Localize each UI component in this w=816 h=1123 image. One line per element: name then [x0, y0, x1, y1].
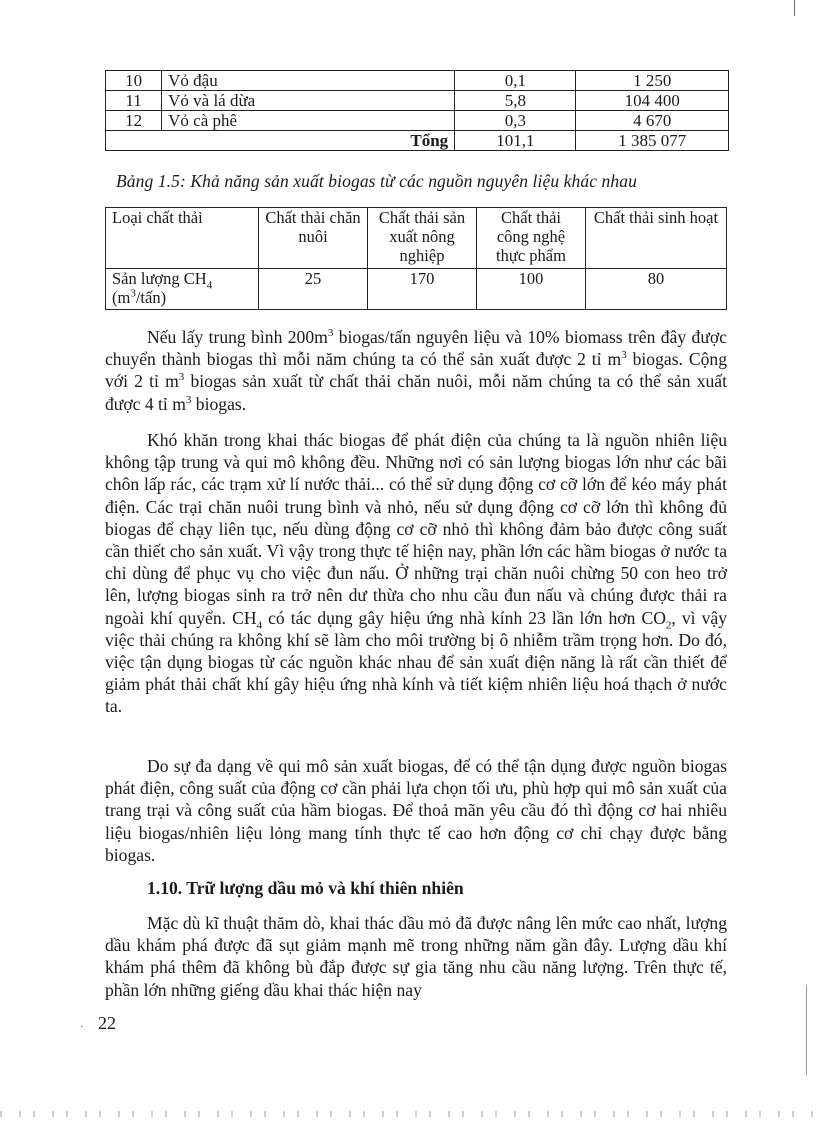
row-label-unit-open: (m	[112, 288, 131, 307]
row-number: 11	[106, 91, 162, 111]
text-span: biogas.	[191, 393, 247, 414]
table-header-row	[106, 208, 727, 269]
superscript: 3	[327, 327, 334, 340]
superscript: 3	[185, 393, 192, 406]
paragraph-oil-reserves: Mặc dù kĩ thuật thăm dò, khai thác dầu mỏ đã được nâng lên mức cao nhất, lượng dầu khám phá được đã sụt giảm mạnh mẽ trong những năm gần đây. Lượng dầu khí khám phá thêm đã không bù đắp được sự gia tăng nhu cầu năng lượng. Trên thực tế, phần lớn những giếng dầu khai thác hiện nay	[105, 913, 727, 1000]
row-value-1: 5,8	[455, 91, 576, 111]
row-value-2: 4 670	[576, 111, 729, 131]
page-number: 22	[98, 1013, 116, 1033]
row-value-1: 0,3	[455, 111, 576, 131]
margin-dot: ·	[80, 1022, 84, 1033]
header-waste-type: Loại chất thải	[106, 208, 259, 269]
scan-edge-line	[806, 985, 807, 1075]
value-agricultural: 170	[368, 269, 477, 310]
header-food-industry-waste: Chất thải công nghệ thực phẩm	[477, 208, 586, 269]
header-agricultural-waste: Chất thải sản xuất nông nghiệp	[368, 208, 477, 269]
table-row	[106, 269, 727, 310]
row-number: 10	[106, 71, 162, 91]
paragraph-biogas-challenges	[105, 429, 727, 718]
value-food-industry: 100	[477, 269, 586, 310]
feedstock-table-continued	[105, 70, 729, 151]
text-span: biogas. Cộng với 2 tỉ m	[105, 349, 727, 392]
table-total-row	[106, 131, 729, 151]
paragraph-dual-fuel-engine: Do sự đa dạng về qui mô sản xuất biogas, để có thể tận dụng được nguồn biogas phát điện, công suất của động cơ cần phải lựa chọn tối ưu, phù hợp qui mô sản xuất của trang trại và công suất của hầm biogas. Để thoả mãn yêu cầu đó thì động cơ hai nhiêu liệu biogas/nhiên liệu lỏng mang tính thực tế cao hơn động cơ chỉ chạy được bằng biogas.	[105, 756, 727, 865]
text-span: , vì vậy việc thải chúng ra không khí sẽ làm cho môi trường bị ô nhiễm trầm trọng hơn. Do đó, việc tận dụng biogas từ các nguồn khác nhau để sản xuất điện năng là rất cần thiết để giảm phát thải chất khí gây hiệu ứng nhà kính và tiết kiệm nhiên liệu hoá thạch ở nước ta.	[105, 607, 727, 717]
superscript: 3	[621, 349, 627, 362]
text-span: có tác dụng gây hiệu ứng nhà kính 23 lần lớn hơn CO	[262, 607, 666, 628]
paragraph-biogas-estimate	[105, 326, 727, 415]
header-livestock-waste: Chất thải chăn nuôi	[259, 208, 368, 269]
row-value-1: 0,1	[455, 71, 576, 91]
row-label-unit-superscript: 3	[130, 287, 136, 300]
row-value-2: 1 250	[576, 71, 729, 91]
text-span: Nếu lấy trung bình 200m	[147, 327, 328, 347]
row-feedstock: Vỏ và lá dừa	[162, 91, 455, 111]
text-span: biogas/tấn nguyên liệu và 10% biomass trên đây được chuyển thành biogas thì mỗi năm chúng ta có thể sản xuất được 2 tỉ m	[105, 327, 727, 370]
value-household: 80	[586, 269, 727, 310]
biogas-yield-table	[105, 207, 727, 310]
row-feedstock: Vỏ đậu	[162, 71, 455, 91]
subscript: 4	[256, 619, 263, 632]
row-label-subscript: 4	[206, 279, 213, 292]
row-feedstock: Vỏ cà phê	[162, 111, 455, 131]
total-label: Tổng	[106, 131, 455, 151]
row-label-unit-close: /tấn)	[135, 288, 167, 307]
row-value-2: 104 400	[576, 91, 729, 111]
table-row	[106, 111, 729, 131]
scan-noise-strip	[0, 1111, 816, 1117]
table-row	[106, 71, 729, 91]
table-row	[106, 91, 729, 111]
table-caption: Bảng 1.5: Khả năng sản xuất biogas từ các nguồn nguyên liệu khác nhau	[116, 171, 637, 191]
header-household-waste: Chất thải sinh hoạt	[586, 208, 727, 269]
total-value-1: 101,1	[455, 131, 576, 151]
scan-edge-mark	[794, 0, 795, 16]
row-label-ch4-yield	[106, 269, 259, 310]
text-span: biogas sản xuất từ chất thải chăn nuôi, mỗi năm chúng ta có thể sản xuất được 4 tỉ m	[105, 371, 727, 414]
subscript: 2	[665, 619, 672, 632]
row-label-text: Sản lượng CH	[112, 269, 207, 288]
value-livestock: 25	[259, 269, 368, 310]
section-heading: 1.10. Trữ lượng dầu mỏ và khí thiên nhiên	[147, 878, 464, 898]
superscript: 3	[178, 371, 185, 384]
total-value-2: 1 385 077	[576, 131, 729, 151]
text-span: Khó khăn trong khai thác biogas để phát điện của chúng ta là nguồn nhiên liệu không tập trung và qui mô không đều. Những nơi có sản lượng biogas lớn như các bãi chôn lấp rác, các trạm xử lí nước thải... có thể sử dụng động cơ cỡ lớn để kéo máy phát điện. Các trại chăn nuôi trung bình và nhỏ, nếu sử dụng động cơ cỡ lớn thì không đủ biogas để chạy liên tục, nếu dùng động cơ cỡ nhỏ thì không đảm bảo được công suất cần thiết cho sản xuất. Vì vậy trong thực tế hiện nay, phần lớn các hầm biogas ở nước ta chỉ dùng để phục vụ cho việc đun nấu. Ở những trại chăn nuôi chừng 50 con heo trở lên, lượng biogas sinh ra trở nên dư thừa cho nhu cầu đun nấu và chúng được thải ra ngoài khí quyển. CH	[105, 430, 727, 628]
row-number: 12	[106, 111, 162, 131]
